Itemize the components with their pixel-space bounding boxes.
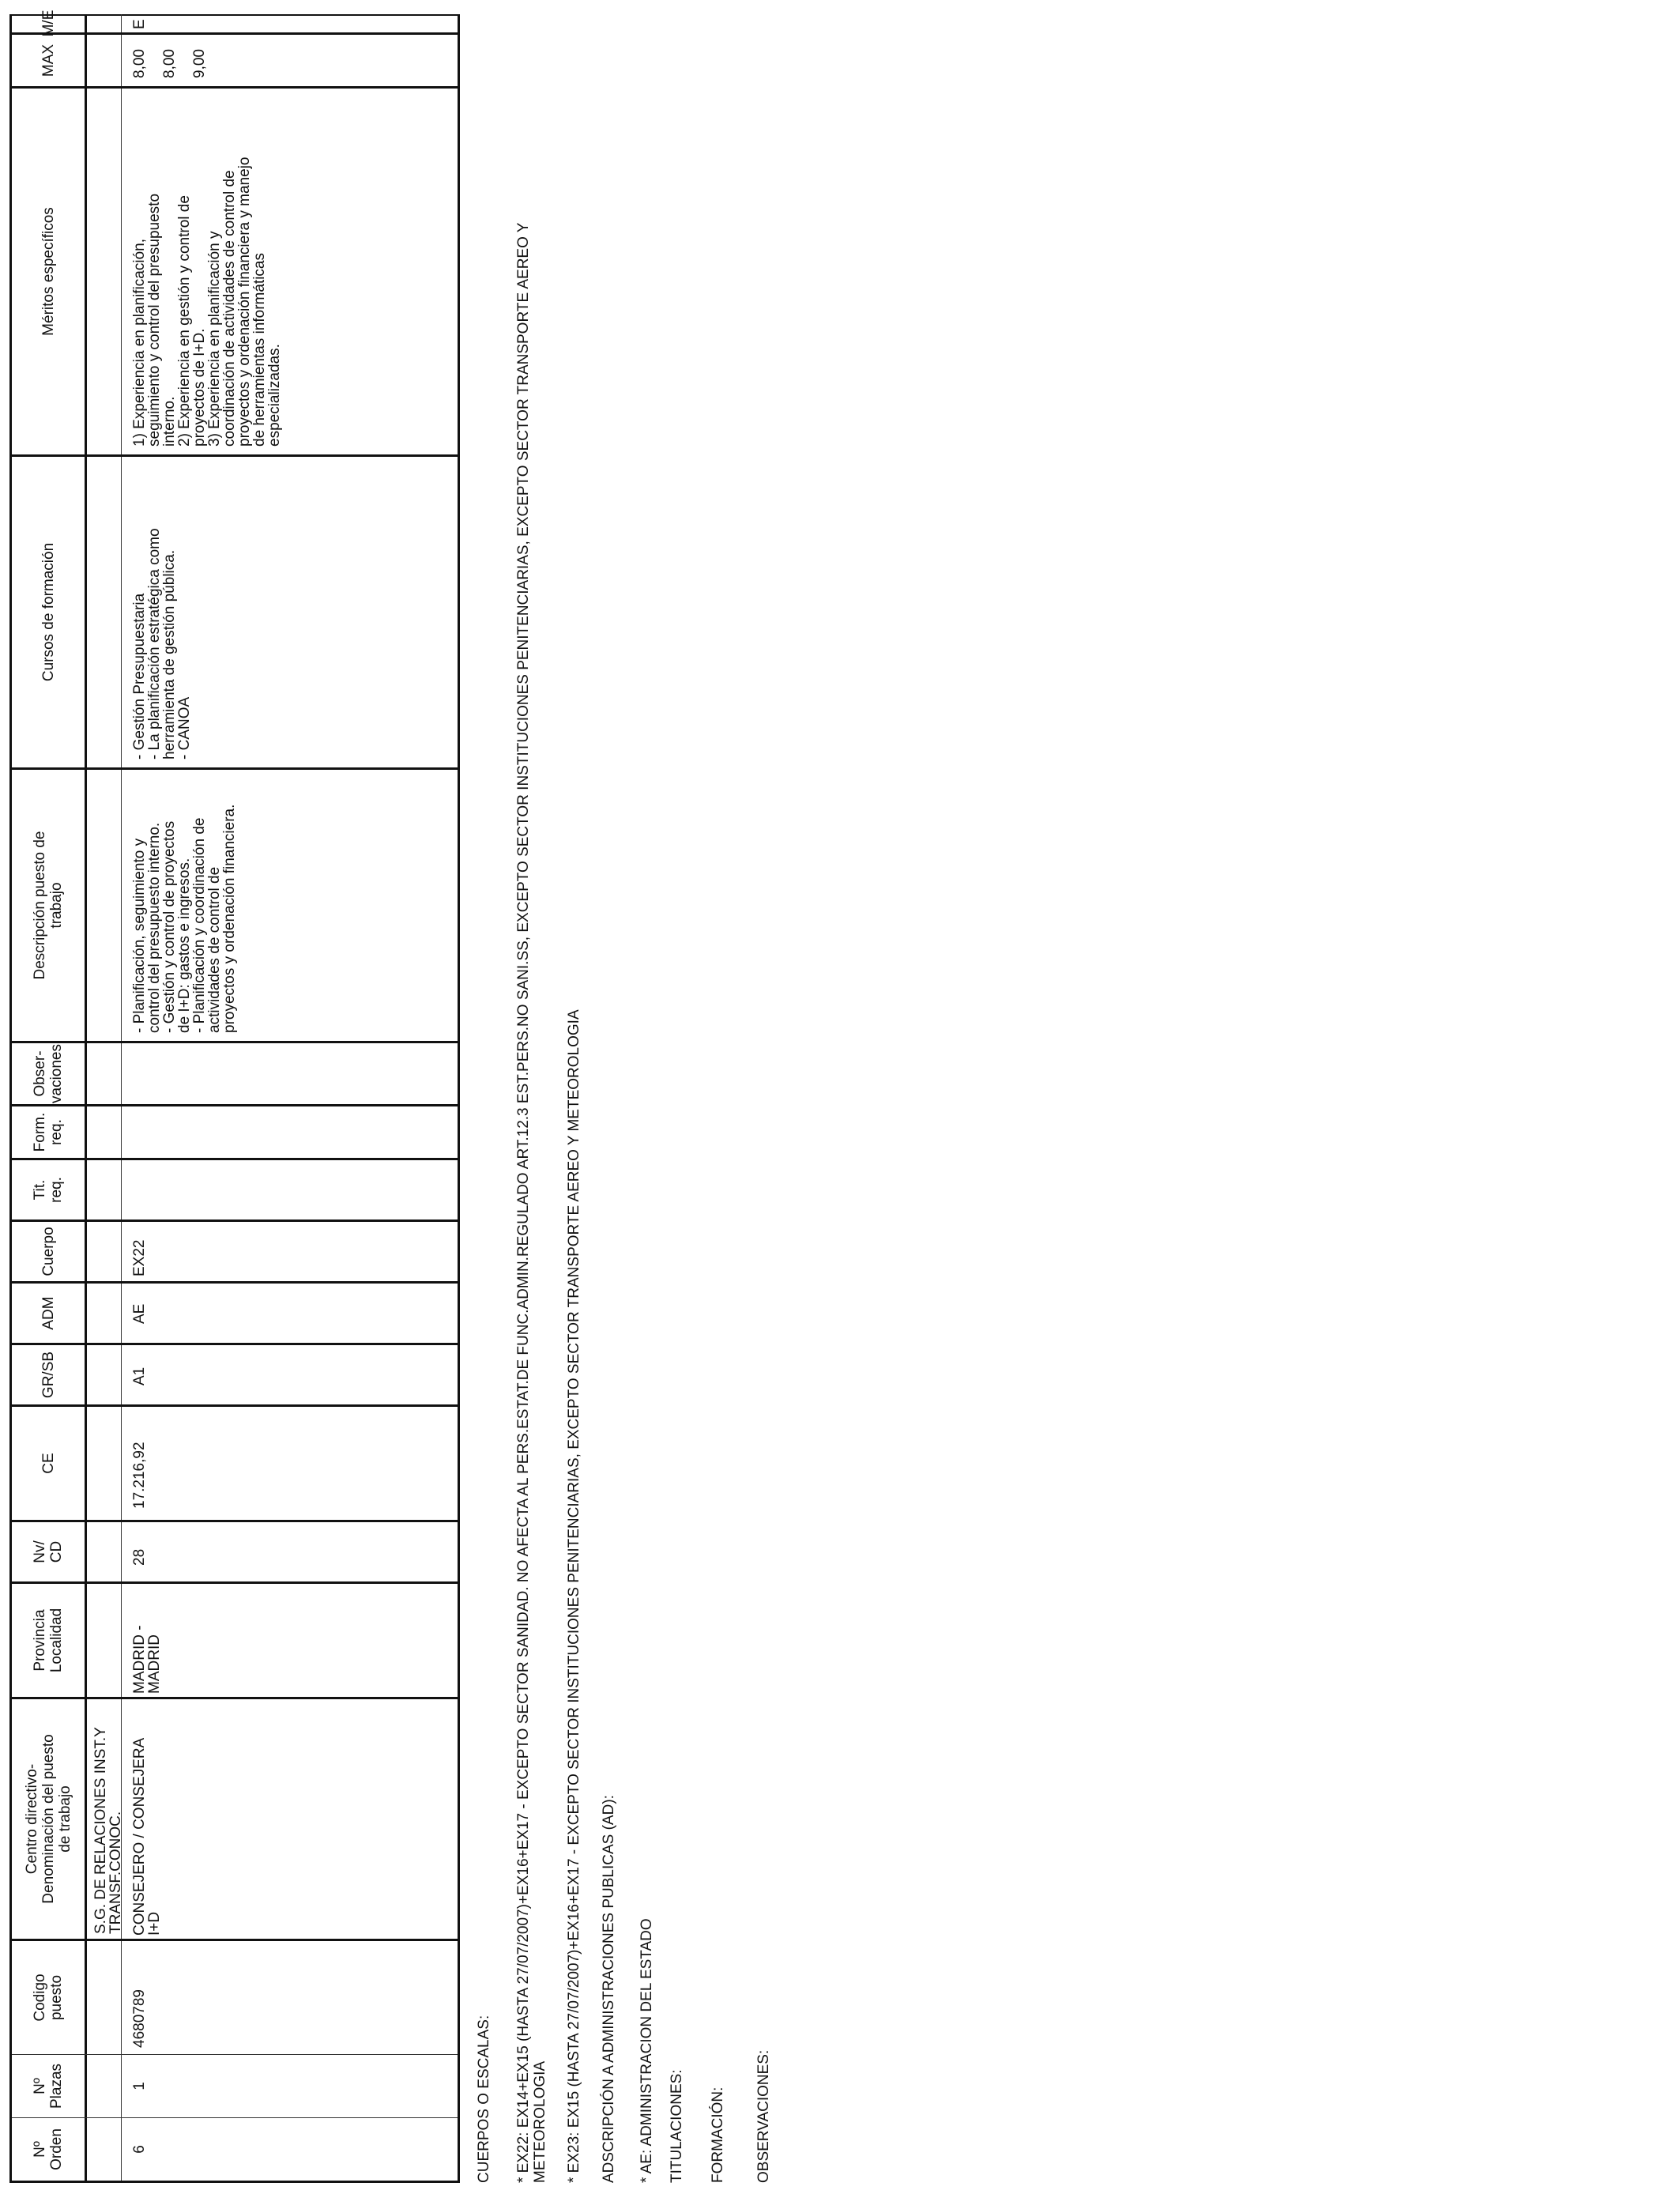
col-plazas	[12, 2054, 458, 2117]
cell-meritos: 1) Experiencia en planificación, seguimiento y control del presupuesto interno. 2) Experiencia en gestión y control de proyectos de I+D. 3) Experiencia en planificación y coordinación de actividades de control de proyectos y ordenación financiera y manejo de herramientas informáticas especializadas.	[131, 156, 283, 447]
header-grupo: GR/SB	[40, 1351, 57, 1399]
header-me: M/E	[40, 9, 57, 37]
cell-adm: AE	[131, 1303, 148, 1324]
col-codigo	[12, 1939, 458, 2054]
header-max: MAX	[40, 43, 57, 77]
col-max	[12, 32, 458, 86]
col-provincia	[12, 1581, 458, 1697]
header-titulacion: Tit. req.	[32, 1177, 65, 1203]
cell-descripcion: - Planificación, seguimiento y control del presupuesto interno. - Gestión y control de proyectos de I+D: gastos e ingresos. - Planificación y coordinación de actividades de control de proyectos y ordenación financiera.	[131, 804, 238, 1033]
cell-centro: CONSEJERO / CONSEJERA I+D	[131, 1737, 163, 1936]
adscripcion-title: ADSCRIPCIÓN A ADMINISTRACIONES PUBLICAS (AD):	[601, 1795, 617, 2183]
header-cursos: Cursos de formación	[40, 542, 57, 682]
header-adm: ADM	[40, 1296, 57, 1330]
cell-grupo: A1	[131, 1367, 148, 1385]
observaciones-title: OBSERVACIONES:	[755, 2049, 772, 2183]
note-ex22: * EX22: EX14+EX15 (HASTA 27/07/2007)+EX16+EX17 - EXCEPTO SECTOR SANIDAD. NO AFECTA AL PERS.ESTAT.DE FUNC.ADMIN.REGULADO ART.12.3 EST.PERS.NO SANI.SS, EXCEPTO SECTOR INSTITUCIONES PENITENCIARIAS, EXCEPTO SECTOR TRANSPORTE AEREO Y METEOROLOGIA	[515, 222, 548, 2183]
header-cuerpo: Cuerpo	[40, 1227, 57, 1276]
header-ce: CE	[40, 1453, 57, 1474]
note-ae: * AE: ADMINISTRACION DEL ESTADO	[638, 1918, 655, 2183]
formacion-title: FORMACIÓN:	[710, 2087, 726, 2183]
note-ex23: * EX23: EX15 (HASTA 27/07/2007)+EX16+EX17 - EXCEPTO SECTOR INSTITUCIONES PENITENCIARIAS, EXCEPTO SECTOR TRANSPORTE AEREO Y METEOROLOGIA	[566, 1009, 582, 2183]
titulaciones-title: TITULACIONES:	[669, 2069, 685, 2183]
col-meritos	[12, 86, 458, 454]
cell-cuerpo: EX22	[131, 1239, 148, 1276]
col-formacion	[12, 1104, 458, 1158]
header-centro: Centro directivo- Denominación del puesto de trabajo	[23, 1734, 73, 1904]
col-ce	[12, 1404, 458, 1520]
col-observaciones	[12, 1041, 458, 1104]
cuerpos-title: CUERPOS O ESCALAS:	[476, 2015, 492, 2183]
positions-table	[9, 9, 460, 2183]
header-orden: Nº Orden	[32, 2128, 65, 2170]
header-observaciones: Obser- vaciones	[32, 1044, 65, 1103]
cell-max: 8,00 8,00 9,00	[131, 49, 208, 78]
header-provincia: Provincia Localidad	[32, 1608, 65, 1673]
col-descripcion	[12, 767, 458, 1041]
cell-codigo: 4680789	[131, 1989, 148, 2048]
header-formacion: Form. req.	[32, 1112, 65, 1152]
header-nivel: Nv/ CD	[32, 1540, 65, 1563]
header-plazas: Nº Plazas	[32, 2063, 65, 2109]
cell-nivel: 28	[131, 1548, 148, 1566]
cell-provincia: MADRID - MADRID	[131, 1625, 163, 1694]
col-nivel	[12, 1520, 458, 1581]
header-meritos: Méritos específicos	[40, 207, 57, 336]
cell-ce: 17.216,92	[131, 1442, 148, 1509]
cell-orden: 6	[131, 2145, 148, 2154]
col-me	[12, 9, 458, 37]
cell-me: E	[131, 19, 148, 29]
col-adm	[12, 1281, 458, 1343]
col-cursos	[12, 454, 458, 767]
col-titulacion	[12, 1158, 458, 1220]
col-centro	[12, 1697, 458, 1939]
col-cuerpo	[12, 1220, 458, 1281]
col-orden	[12, 2117, 458, 2181]
section-label: S.G. DE RELACIONES INST.Y TRANSF.CONOC.	[92, 1727, 124, 1934]
header-descripcion: Descripción puesto de trabajo	[32, 831, 65, 980]
header-codigo: Codigo puesto	[32, 1973, 65, 2022]
col-grupo	[12, 1343, 458, 1404]
cell-cursos: - Gestión Presupuestaria - La planificación estratégica como herramienta de gestión pública. - CANOA	[131, 528, 193, 760]
cell-plazas: 1	[131, 2082, 148, 2090]
